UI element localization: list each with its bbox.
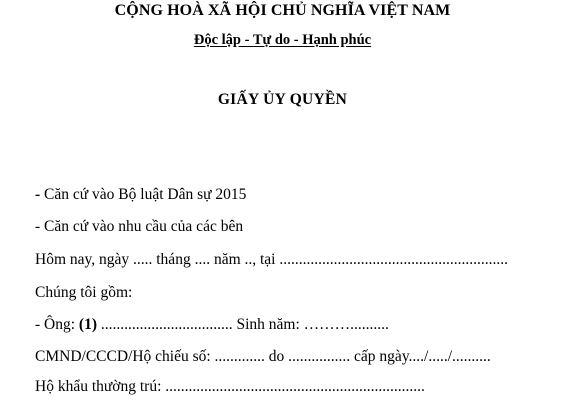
legal-basis-line-2: - Căn cứ vào nhu cầu của các bên — [35, 218, 244, 235]
national-title: CỘNG HOÀ XÃ HỘI CHỦ NGHĨA VIỆT NAM — [114, 2, 451, 19]
permanent-residence-line: Hộ khẩu thường trú: ................................................................... — [35, 378, 425, 395]
date-place-line: Hôm nay, ngày ..... tháng .... năm .., tại ........................................................... — [35, 251, 508, 268]
party-mr-number: (1) — [78, 316, 97, 333]
party-mr-line — [35, 316, 389, 334]
parties-heading: Chúng tôi gồm: — [35, 284, 133, 301]
id-document-line: CMND/CCCD/Hộ chiếu số: ............. do ................ cấp ngày..../...../.......... — [35, 348, 491, 365]
party-mr-details: .................................. Sinh năm: ……….......... — [97, 316, 389, 333]
national-motto — [0, 32, 565, 49]
legal-basis-dash: - — [35, 186, 41, 203]
legal-basis-line-1 — [35, 186, 246, 204]
legal-basis-text-1: Căn cứ vào Bộ luật Dân sự 2015 — [40, 186, 247, 203]
party-mr-prefix: - Ông: — [35, 316, 79, 333]
document-title: GIẤY ỦY QUYỀN — [217, 91, 348, 108]
national-motto-text: Độc lập - Tự do - Hạnh phúc — [193, 32, 372, 48]
